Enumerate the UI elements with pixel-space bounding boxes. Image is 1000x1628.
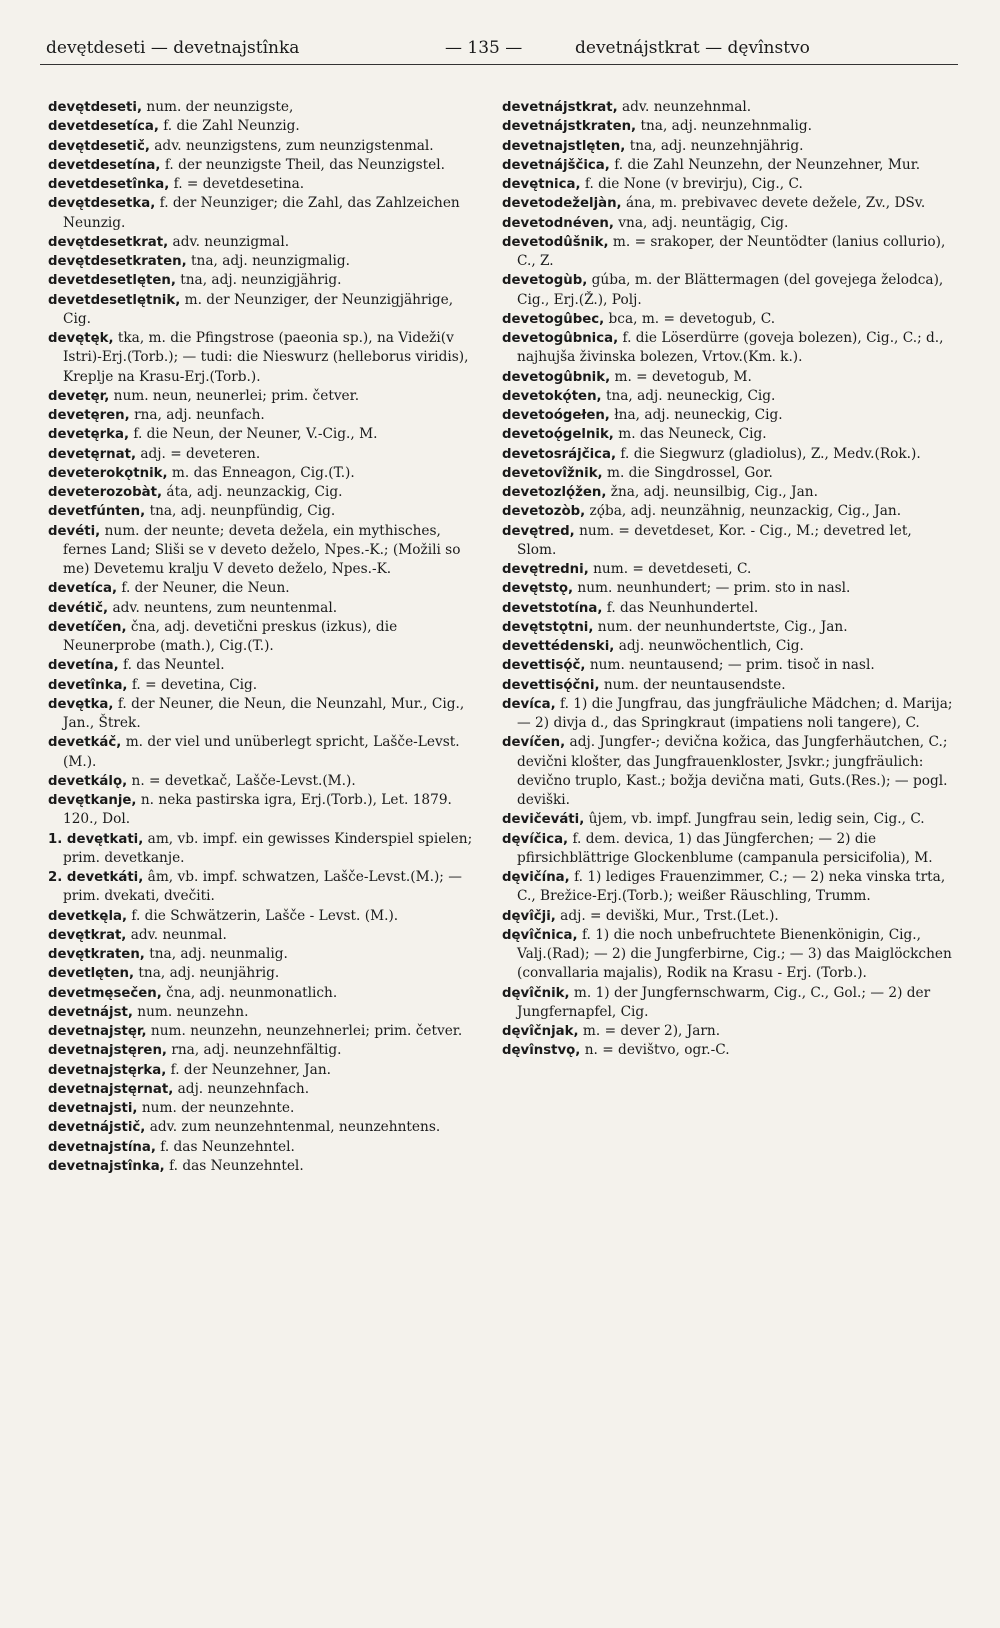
entry-definition: adj. neunzehnfach. [177,1080,310,1097]
dictionary-entry [48,579,478,598]
entry-definition: num. der neunhundertste, Cig., Jan. [597,618,848,635]
entry-headword: devettédenski, [502,639,615,654]
entry-definition: num. der neunte; deveta dežela, ein mythisches, fernes Land; Sliši se v deveto deželo, Npes.-K.; (Možili so me) Devetemu kralju V deveto deželo, Npes.-K. [63,522,461,577]
dictionary-entry [502,194,954,213]
dictionary-entry [48,291,478,330]
entry-headword: devetdesetînka, [48,177,170,192]
entry-definition: f. das Neunzehntel. [160,1138,295,1155]
dictionary-entry [502,522,954,561]
dictionary-entry [502,329,954,368]
dictionary-entry [48,233,478,252]
dictionary-entry [48,483,478,502]
entry-definition: adv. neuntens, zum neuntenmal. [112,599,338,616]
dictionary-entry [48,445,478,464]
entry-definition: f. das Neuntel. [123,657,225,674]
entry-headword: devetogûbnica, [502,331,619,346]
entry-headword: devetogùb, [502,273,588,289]
entry-definition: f. die Schwätzerin, Lašče - Levst. (M.). [131,907,399,924]
entry-headword: devičeváti, [502,812,585,828]
entry-definition: tna, adj. neunzigmalig. [191,253,350,269]
right-column [502,98,954,1061]
dictionary-entry [502,310,954,329]
page-header [0,38,1000,60]
entry-headword: devétič, [48,600,109,616]
entry-definition: am, vb. impf. ein gewisses Kinderspiel spielen; prim. devetkanje. [63,830,473,866]
entry-definition: vna, adj. neuntägig, Cig. [618,214,789,231]
dictionary-entry [48,1080,478,1099]
entry-definition: m. der viel und unüberlegt spricht, Lašče-Levst.(M.). [63,734,460,770]
entry-headword: devetodeželjàn, [502,196,622,212]
entry-headword: devetînka, [48,677,128,693]
entry-headword: 1. devętkati, [48,831,144,847]
entry-headword: devettisǫ́čni, [502,677,600,693]
entry-headword: devętęk, [48,331,114,346]
entry-headword: devetíčen, [48,619,127,635]
entry-definition: tna, adj. neunpfündig, Cig. [149,503,336,520]
entry-definition: f. = devetina, Cig. [131,676,258,693]
entry-headword: devetkęla, [48,908,128,924]
dictionary-entry [48,772,478,791]
entry-definition: f. dem. devica, 1) das Jüngferchen; — 2) die pfirsichblättrige Glockenblume (campanula persicifolia), M. [517,830,933,866]
entry-headword: devętdesetka, [48,196,156,212]
entry-definition: áta, adj. neunzackig, Cig. [166,484,343,500]
dictionary-entry [48,599,478,618]
entry-headword: devetnajstína, [48,1139,156,1155]
entry-headword: devetęren, [48,408,130,423]
dictionary-entry [502,618,954,637]
entry-definition: čna, adj. devetični preskus (izkus), die Neunerprobe (math.), Cig.(T.). [63,618,398,654]
dictionary-entry [502,599,954,618]
entry-headword: devetkáč, [48,735,122,751]
dictionary-entry [502,483,954,502]
entry-definition: adv. neunzigmal. [172,233,290,250]
dictionary-entry [502,137,954,156]
entry-definition: adv. zum neunzehntenmal, neunzehntens. [149,1119,441,1136]
entry-definition: f. der Neuner, die Neun, die Neunzahl, Mur., Cig., Jan., Štrek. [63,695,465,731]
entry-headword: devetdesetlęten, [48,273,176,289]
entry-headword: devéti, [48,523,101,539]
dictionary-entry [48,137,478,156]
dictionary-entry [502,117,954,136]
entry-definition: f. = devetdesetina. [173,176,305,192]
entry-definition: adj. Jungfer-; devična kožica, das Jungferhäutchen, C.; devični klošter, das Jungfrauenkloster, Jsvkr.; jungfräulich: devično truplo, Kast.; božja devična mati, Guts.(Res.); — pogl. deviški. [517,734,948,808]
dictionary-entry [502,156,954,175]
dictionary-entry [502,695,954,734]
dictionary-entry [48,156,478,175]
dictionary-entry [48,387,478,406]
entry-headword: devętkraten, [48,947,145,962]
entry-headword: 2. devetkáti, [48,870,144,885]
dictionary-entry [48,733,478,772]
dictionary-entry [48,830,478,869]
entry-headword: devętstǫ, [502,581,574,597]
dictionary-entry [48,676,478,695]
entry-headword: devetnajstęren, [48,1043,167,1059]
dictionary-entry [48,1022,478,1041]
entry-headword: devętred, [502,523,575,539]
entry-headword: devettisǫ́č, [502,658,586,674]
entry-headword: devetęrka, [48,427,130,443]
running-head-right: devetnájstkrat — dęvînstvo [575,38,810,58]
dictionary-entry [502,926,954,984]
entry-headword: dęvîčnjak, [502,1024,579,1039]
entry-definition: tka, m. die Pfingstrose (paeonia sp.), na Videži(v Istri)-Erj.(Torb.); — tudi: die Nieswurz (helleborus viridis), Kreplje na Krasu-Erj.(Torb.). [63,330,469,385]
entry-headword: dęvičína, [502,870,570,885]
dictionary-entry [502,733,954,810]
entry-definition: adj. neunwöchentlich, Cig. [618,638,804,654]
entry-definition: zǫ́ba, adj. neunzähnig, neunzackig, Cig., Jan. [589,503,902,520]
dictionary-entry [502,214,954,233]
entry-headword: devetnajsti, [48,1101,138,1116]
dictionary-entry [48,945,478,964]
entry-headword: deveterokǫtnik, [48,465,168,481]
entry-headword: dęvîčnik, [502,985,570,1001]
dictionary-entry [502,368,954,387]
entry-definition: f. die Siegwurz (gladiolus), Z., Medv.(Rok.). [620,445,921,462]
dictionary-entry [48,252,478,271]
entry-definition: f. 1) lediges Frauenzimmer, C.; — 2) neka vinska trta, C., Brežice-Erj.(Torb.); weißer Räuschling, Trumm. [517,869,946,905]
dictionary-entry [502,175,954,194]
entry-definition: f. der neunzigste Theil, das Neunzigstel. [164,156,445,173]
entry-definition: m. das Enneagon, Cig.(T.). [171,464,355,481]
dictionary-entry [502,868,954,907]
entry-headword: devetovîžnik, [502,465,603,481]
dictionary-entry [48,926,478,945]
dictionary-entry [502,502,954,521]
entry-definition: n. = devištvo, ogr.-C. [584,1042,730,1059]
entry-headword: devetína, [48,658,119,674]
entry-definition: adv. neunzehnmal. [622,99,752,115]
entry-definition: n. neka pastirska igra, Erj.(Torb.), Let. 1879. 120., Dol. [63,792,452,828]
entry-headword: devetdesetíca, [48,119,159,135]
entry-definition: ána, m. prebivavec devete dežele, Zv., DSv. [625,195,926,212]
entry-definition: num. neunhundert; — prim. sto in nasl. [577,580,851,597]
entry-headword: dęvíčica, [502,831,569,847]
entry-definition: f. die Zahl Neunzig. [163,118,300,135]
entry-definition: žna, adj. neunsilbig, Cig., Jan. [610,484,818,500]
dictionary-entry [502,233,954,272]
entry-definition: f. das Neunhundertel. [606,599,759,616]
entry-definition: adv. neunzigstens, zum neunzigstenmal. [154,137,434,154]
entry-headword: devętka, [48,696,114,712]
dictionary-entry [48,791,478,830]
dictionary-entry [48,1099,478,1118]
entry-headword: devetstotína, [502,600,603,616]
entry-headword: devetdesetlętnik, [48,292,181,308]
entry-headword: devetogûbnik, [502,369,611,385]
entry-headword: devetosrájčica, [502,446,617,462]
dictionary-entry [48,98,478,117]
dictionary-entry [48,522,478,580]
entry-headword: devetoógełen, [502,408,610,423]
dictionary-entry [48,117,478,136]
entry-headword: deveterozobàt, [48,485,163,500]
dictionary-entry [502,464,954,483]
entry-definition: f. die Neun, der Neuner, V.-Cig., M. [133,426,378,443]
entry-headword: devetmęsečen, [48,985,162,1001]
entry-headword: devętkanje, [48,793,137,808]
entry-definition: f. das Neunzehntel. [169,1157,304,1174]
entry-definition: num. neunzehn, neunzehnerlei; prim. četver. [150,1023,463,1039]
entry-headword: devetoǫ́gelnik, [502,427,614,443]
entry-definition: bca, m. = devetogub, C. [608,310,776,327]
entry-definition: num. der neunzehnte. [141,1100,295,1116]
entry-definition: f. 1) die Jungfrau, das jungfräuliche Mädchen; d. Marija; — 2) divja d., das Springkraut (impatiens noli tangere), C. [517,695,953,731]
dictionary-entry [502,425,954,444]
dictionary-entry [48,1157,478,1176]
entry-definition: f. der Neunzehner, Jan. [170,1061,331,1078]
dictionary-entry [502,579,954,598]
entry-headword: devętkrat, [48,927,127,943]
entry-definition: m. = srakoper, der Neuntödter (lanius collurio), C., Z. [517,233,946,269]
entry-definition: adj. = deviški, Mur., Trst.(Let.). [560,907,779,924]
entry-headword: devetogûbec, [502,311,605,327]
entry-headword: devetnajstęrnat, [48,1081,174,1097]
entry-definition: adj. = deveteren. [140,445,261,462]
entry-definition: m. = dever 2), Jarn. [582,1023,721,1039]
entry-definition: num. der neuntausendste. [603,676,786,693]
entry-headword: devętnica, [502,177,581,192]
entry-definition: ûjem, vb. impf. Jungfrau sein, ledig sein, Cig., C. [588,811,925,828]
entry-definition: adv. neunmal. [130,926,227,943]
entry-definition: tna, adj. neunzehnmalig. [640,118,813,135]
entry-headword: devetozlǫ́žen, [502,485,607,500]
entry-definition: num. = devetdeseti, C. [593,561,752,577]
dictionary-entry [502,656,954,675]
dictionary-entry [48,907,478,926]
entry-headword: devetfúnten, [48,504,146,520]
entry-headword: devetokǫ́ten, [502,388,602,404]
dictionary-entry [502,406,954,425]
entry-definition: f. 1) die noch unbefruchtete Bienenkönigin, Cig., Valj.(Rad); — 2) die Jungferbirne, Cig.; — 3) das Maiglöckchen (convallaria majalis), Rodik na Krasu - Erj. (Torb.). [517,926,952,982]
entry-headword: devetlęten, [48,966,135,982]
entry-definition: f. die Zahl Neunzehn, der Neunzehner, Mur. [614,156,921,173]
left-column [48,98,478,1176]
entry-headword: devętredni, [502,562,589,577]
entry-definition: gúba, m. der Blättermagen (del govejega želodca), Cig., Erj.(Ž.), Polj. [517,272,944,308]
dictionary-entry [502,387,954,406]
entry-definition: m. der Neunziger, der Neunzigjährige, Cig. [63,291,454,327]
dictionary-entry [502,560,954,579]
dictionary-entry [48,1003,478,1022]
entry-headword: devetnajstlęten, [502,138,626,154]
dictionary-entry [502,676,954,695]
dictionary-entry [48,329,478,387]
entry-headword: devetnajstęrka, [48,1062,167,1078]
dictionary-entry [48,618,478,657]
entry-headword: devetęrnat, [48,446,137,462]
entry-definition: rna, adj. neunzehnfältig. [171,1042,342,1059]
dictionary-entry [48,1138,478,1157]
dictionary-entry [48,1061,478,1080]
entry-definition: tna, adj. neunmalig. [149,946,288,962]
dictionary-entry [502,907,954,926]
entry-definition: m. = devetogub, M. [614,368,752,385]
dictionary-entry [48,464,478,483]
dictionary-entry [502,1022,954,1041]
dictionary-entry [502,98,954,117]
entry-headword: devetozòb, [502,504,586,520]
entry-definition: f. die None (v brevirju), Cig., C. [584,176,803,192]
dictionary-entry [502,830,954,869]
dictionary-entry [48,695,478,734]
header-rule [40,64,958,65]
dictionary-entry [502,637,954,656]
entry-headword: devetdesetína, [48,157,161,173]
entry-definition: âm, vb. impf. schwatzen, Lašče-Levst.(M.); — prim. dvekati, dvečiti. [63,869,462,905]
dictionary-entry [48,425,478,444]
entry-headword: devetęr, [48,388,110,404]
entry-headword: devętstǫtni, [502,619,594,635]
dictionary-entry [48,1041,478,1060]
entry-headword: devetíca, [48,581,118,597]
entry-headword: devetnájstkraten, [502,119,637,135]
entry-headword: devetodnéven, [502,215,614,231]
entry-definition: num. neunzehn. [137,1003,249,1020]
dictionary-entry [502,1041,954,1060]
entry-definition: łna, adj. neuneckig, Cig. [614,407,783,423]
entry-definition: čna, adj. neunmonatlich. [166,984,338,1001]
dictionary-entry [48,984,478,1003]
entry-headword: devetnájstič, [48,1120,146,1136]
entry-headword: devíčen, [502,735,566,751]
dictionary-entry [48,868,478,907]
dictionary-entry [48,656,478,675]
running-head-left: devętdeseti — devetnajstînka [46,38,300,58]
entry-headword: devętdesetkraten, [48,254,187,269]
entry-definition: m. das Neuneck, Cig. [618,426,767,443]
dictionary-entry [502,810,954,829]
dictionary-entry [48,271,478,290]
entry-headword: devetkálǫ, [48,773,128,789]
entry-headword: devętdesetič, [48,138,150,154]
dictionary-entry [48,406,478,425]
dictionary-entry [48,175,478,194]
entry-definition: num. neun, neunerlei; prim. četver. [113,387,360,404]
dictionary-entry [48,502,478,521]
entry-definition: tna, adj. neuneckig, Cig. [605,387,776,404]
entry-definition: num. = devetdeset, Kor. - Cig., M.; devetred let, Slom. [517,522,912,558]
dictionary-entry [48,964,478,983]
entry-headword: dęvîčji, [502,908,556,924]
entry-definition: m. die Singdrossel, Gor. [606,464,773,481]
entry-definition: tna, adj. neunzigjährig. [180,272,342,289]
entry-headword: devętdeseti, [48,100,143,115]
entry-headword: devetodûšnik, [502,234,609,250]
entry-definition: f. der Neuner, die Neun. [121,580,290,597]
entry-headword: devetnájstkrat, [502,100,618,115]
page-number: — 135 — [445,38,523,58]
entry-headword: devetnajstęr, [48,1024,147,1039]
dictionary-entry [502,984,954,1023]
entry-headword: devetnájščica, [502,157,610,173]
entry-definition: rna, adj. neunfach. [134,407,265,423]
dictionary-entry [48,194,478,233]
entry-headword: devetnajstînka, [48,1158,165,1174]
entry-definition: f. der Neunziger; die Zahl, das Zahlzeichen Neunzig. [63,195,460,231]
dictionary-entry [502,271,954,310]
entry-definition: n. = devetkač, Lašče-Levst.(M.). [131,772,356,789]
entry-headword: dęvîčnica, [502,927,578,943]
entry-headword: devíca, [502,696,556,712]
entry-headword: dęvînstvǫ, [502,1043,581,1059]
entry-definition: tna, adj. neunzehnjährig. [629,137,804,154]
entry-definition: f. die Löserdürre (goveja bolezen), Cig., C.; d., najhujša živinska bolezen, Vrtov.(Km. k.). [517,330,944,366]
entry-headword: devętdesetkrat, [48,234,169,250]
entry-definition: tna, adj. neunjährig. [138,965,280,982]
entry-definition: num. neuntausend; — prim. tisoč in nasl. [589,657,875,674]
dictionary-entry [48,1118,478,1137]
dictionary-entry [502,445,954,464]
entry-definition: m. 1) der Jungfernschwarm, Cig., C., Gol.; — 2) der Jungfernapfel, Cig. [517,984,931,1020]
entry-definition: num. der neunzigste, [146,99,294,115]
entry-headword: devetnájst, [48,1004,133,1020]
